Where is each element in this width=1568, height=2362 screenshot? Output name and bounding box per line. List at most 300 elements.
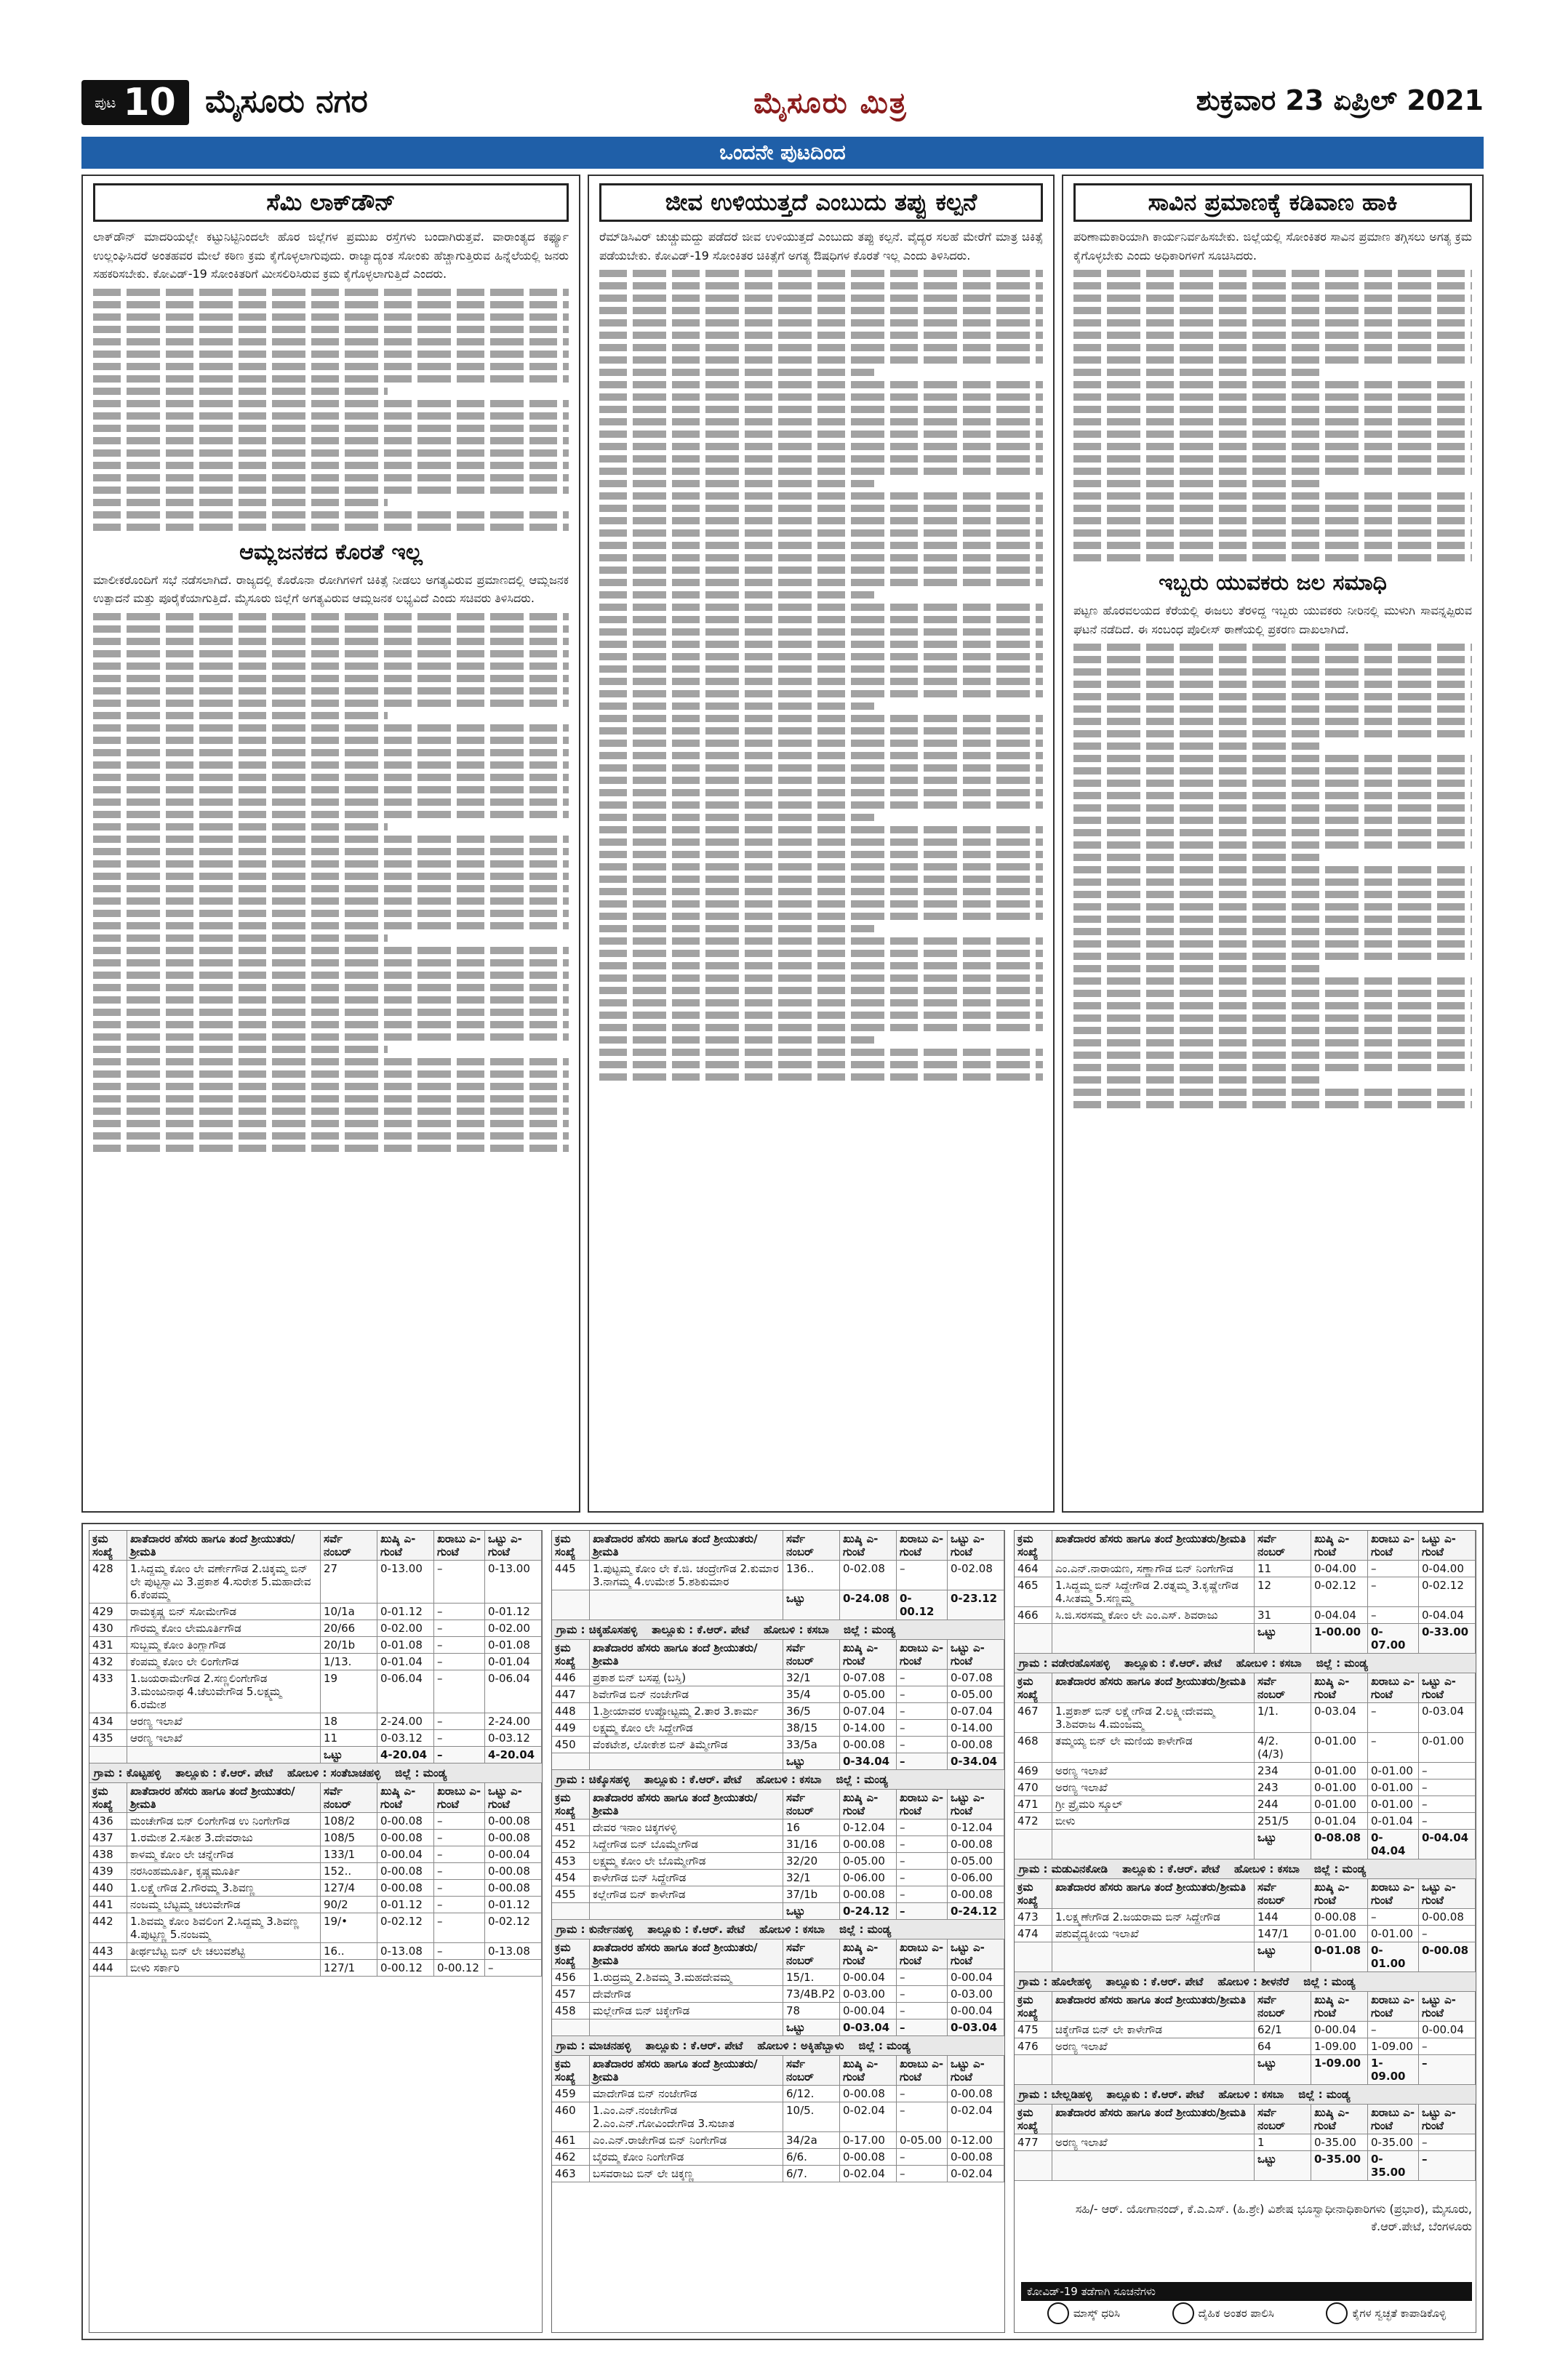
text-line-placeholder [599, 925, 874, 932]
table-cell: 0-24.08 [840, 1590, 897, 1620]
table-cell: 0-01.00 [1311, 1796, 1368, 1812]
village-field: ಗ್ರಾಮ : ಹೊಲೇಹಳ್ಳಿ [1019, 1975, 1092, 1988]
table-cell: ಖುಷ್ಕಿ ಎ-ಗುಂಟೆ [1311, 1879, 1368, 1908]
village-field: ತಾಲ್ಲೂಕು : ಕೆ.ಆರ್. ಪೇಟೆ [1124, 1657, 1222, 1670]
table-cell: 0-02.12 [485, 1913, 542, 1942]
table-row [1015, 1733, 1476, 1763]
village-field: ಗ್ರಾಮ : ಬೇಲ್ಲಡಿಹಳ್ಳಿ [1019, 2088, 1092, 2101]
table-cell: 35/4 [783, 1686, 840, 1702]
text-line-placeholder [599, 727, 1043, 734]
table-header-row [1015, 1673, 1476, 1703]
table-cell: – [1419, 1926, 1476, 1942]
table-row [1015, 1926, 1476, 1942]
text-line-placeholder [1073, 369, 1321, 376]
text-line-placeholder [599, 715, 1043, 722]
table-cell: – [434, 1880, 485, 1896]
text-line-placeholder [599, 678, 1043, 685]
text-line-placeholder [599, 492, 1043, 500]
table-row [89, 1813, 542, 1830]
village-field: ತಾಲ್ಲೂಕು : ಕೆ.ಆರ್. ಪೇಟೆ [1122, 1862, 1220, 1875]
text-line-placeholder [93, 687, 569, 694]
text-line-placeholder [93, 675, 569, 682]
table-cell: ಸರ್ವೆ ನಂಬರ್ [783, 2056, 840, 2085]
text-line-placeholder [599, 567, 1043, 574]
table-cell: 27 [321, 1561, 377, 1603]
table-cell: 0-01.04 [377, 1654, 434, 1670]
table-cell [590, 2019, 783, 2035]
table-cell: 0-00.08 [485, 1863, 542, 1879]
table-total-row [1015, 2055, 1476, 2085]
table-cell: ಅರಣ್ಯ ಇಲಾಖೆ [1052, 1763, 1255, 1779]
text-line-placeholder [599, 801, 1043, 809]
table-cell: 0-13.08 [377, 1943, 434, 1959]
table-cell: 10/1a [321, 1604, 377, 1620]
table-cell: – [1368, 1733, 1419, 1762]
article-death-rate [1062, 175, 1484, 1513]
table-cell: 78 [783, 2003, 840, 2019]
table-header-row [552, 1790, 1004, 1819]
table-cell: 0-04.04 [1311, 1607, 1368, 1623]
table-cell: 0-02.04 [948, 2102, 1004, 2131]
table-row [89, 1960, 542, 1977]
table-cell: 16 [783, 1819, 840, 1835]
text-line-placeholder [599, 295, 1043, 302]
text-line-placeholder [599, 863, 1043, 870]
text-line-placeholder [93, 798, 569, 806]
table-cell: 0-00.12 [434, 1960, 485, 1976]
table-cell: 0-05.00 [948, 1853, 1004, 1869]
table-cell: 16.. [321, 1943, 377, 1959]
text-line-placeholder [93, 922, 569, 929]
text-line-placeholder [93, 474, 569, 481]
newspaper-name: ಮೈಸೂರು ಮಿತ್ರ [753, 85, 908, 120]
table-cell: ಖರಾಬು ಎ-ಗುಂಟೆ [897, 1790, 948, 1819]
table-total-row [552, 2019, 1004, 2036]
village-field: ಗ್ರಾಮ : ಚಿಕ್ಕಹೊಸಹಳ್ಳಿ [556, 1623, 638, 1636]
table-row [89, 1561, 542, 1604]
table-cell: 0-00.04 [840, 1969, 897, 1985]
table-cell: 0-03.04 [840, 2019, 897, 2035]
table-cell: – [434, 1913, 485, 1942]
table-row [552, 1670, 1004, 1686]
table-cell: 442 [89, 1913, 127, 1942]
table-cell: 0-04.00 [1311, 1561, 1368, 1577]
table-cell: – [434, 1830, 485, 1846]
table-header-row [1015, 1879, 1476, 1909]
newspaper-logo [721, 80, 940, 125]
notice-signoff: ಸಹಿ/- ಆರ್. ಯೋಗಾನಂದ್, ಕೆ.ಎ.ಎಸ್. (ಹಿ.ಶ್ರೇ) ವಿಶೇಷ ಭೂಸ್ವಾಧೀನಾಧಿಕಾರಿಗಳು (ಪ್ರಭಾರ), ಮೈಸೂರು, ಕೆ.ಆರ್.ಪೇಟೆ, ಬೆಂಗಳೂರು [1075, 2202, 1472, 2233]
text-line-placeholder [599, 900, 1043, 908]
table-cell: ಖಾತೆದಾರರ ಹೆಸರು ಹಾಗೂ ತಂದೆ ಶ್ರೀಯುತರು/ಶ್ರೀಮತಿ [127, 1531, 321, 1560]
table-total-row [1015, 1624, 1476, 1654]
text-line-placeholder [599, 455, 1043, 463]
table-cell: ಒಟ್ಟು [1255, 2151, 1311, 2180]
table-cell: – [434, 1620, 485, 1636]
text-line-placeholder [599, 752, 1043, 759]
table-cell: 430 [89, 1620, 127, 1636]
table-cell: ಖುಷ್ಕಿ ಎ-ಗುಂಟೆ [1311, 1531, 1368, 1560]
text-line-placeholder [1073, 891, 1472, 898]
text-line-placeholder [93, 712, 388, 719]
text-line-placeholder [93, 511, 569, 519]
table-row [552, 2086, 1004, 2102]
table-cell: 0-02.08 [948, 1561, 1004, 1590]
table-cell: – [434, 1713, 485, 1729]
table-cell: ಖರಾಬು ಎ-ಗುಂಟೆ [897, 2056, 948, 2085]
text-line-placeholder [93, 462, 569, 469]
table-cell: – [897, 1753, 948, 1769]
table-cell: ಖರಾಬು ಎ-ಗುಂಟೆ [1368, 1531, 1419, 1560]
table-cell [552, 1903, 590, 1919]
table-cell: 0-02.12 [1311, 1577, 1368, 1606]
table-cell: 1-09.00 [1368, 2055, 1419, 2084]
table-cell: – [897, 2003, 948, 2019]
text-line-placeholder [599, 344, 1043, 351]
text-line-placeholder [93, 326, 569, 333]
table-cell: 472 [1015, 1813, 1052, 1829]
table-cell: 465 [1015, 1577, 1052, 1606]
text-line-placeholder [93, 700, 569, 707]
table-cell: 0-35.00 [1311, 2151, 1368, 2180]
table-cell: – [434, 1943, 485, 1959]
table-cell: 470 [1015, 1779, 1052, 1795]
table-cell: 1.ರಮೇಶ 2.ಸತೀಶ 3.ದೇವರಾಜು [127, 1830, 321, 1846]
text-line-placeholder [1073, 1089, 1472, 1096]
text-line-placeholder [1073, 742, 1321, 750]
table-cell: 37/1b [783, 1886, 840, 1902]
table-cell: 4/2. (4/3) [1255, 1733, 1311, 1762]
table-header-row [552, 1531, 1004, 1561]
text-line-placeholder [93, 910, 569, 917]
table-cell: ಕ್ರಮ ಸಂಖ್ಯೆ [1015, 1673, 1052, 1702]
table-cell: 0-24.12 [840, 1903, 897, 1919]
table-cell: 446 [552, 1670, 590, 1686]
text-line-placeholder [93, 1132, 569, 1140]
table-cell: 459 [552, 2086, 590, 2102]
text-line-placeholder [93, 400, 569, 407]
table-row [89, 1654, 542, 1670]
table-cell: 0-03.04 [1311, 1703, 1368, 1732]
text-line-placeholder [1073, 780, 1472, 787]
table-cell: ಖುಷ್ಕಿ ಎ-ಗುಂಟೆ [1311, 1992, 1368, 2021]
table-cell: – [897, 1670, 948, 1686]
notice-table-column-1 [89, 1530, 543, 2333]
table-cell: 136.. [783, 1561, 840, 1590]
table-cell: ದೇವರ ಇನಾಂ ಚಿಕ್ಕಗಳಳ್ಳಿ [590, 1819, 783, 1835]
text-line-placeholder [93, 737, 569, 744]
table-cell: ಮಲ್ಲೇಗೌಡ ಬಿನ್ ಚಿಕ್ಕೇಗೌಡ [590, 2003, 783, 2019]
table-cell: 0-00.08 [840, 2149, 897, 2165]
page-number-box [81, 80, 189, 125]
table-cell: ಸರ್ವೆ ನಂಬರ್ [321, 1531, 377, 1560]
table-cell: 6/7. [783, 2166, 840, 2182]
text-line-placeholder [1073, 480, 1321, 487]
table-cell [590, 1903, 783, 1919]
text-line-placeholder [93, 897, 569, 905]
table-cell: – [1419, 2038, 1476, 2054]
table-cell: 450 [552, 1737, 590, 1753]
table-cell: ಖರಾಬು ಎ-ಗುಂಟೆ [897, 1640, 948, 1669]
table-row [89, 1863, 542, 1880]
table-cell: – [897, 2019, 948, 2035]
table-cell: ತಮ್ಮಯ್ಯ ಬಿನ್ ಲೇ ಮಣಿಯ ಕಾಳೇಗೌಡ [1052, 1733, 1255, 1762]
text-line-placeholder [93, 437, 569, 444]
article-headline: ಸಾವಿನ ಪ್ರಮಾಣಕ್ಕೆ ಕಡಿವಾಣ ಹಾಕಿ [1073, 183, 1472, 222]
article-headline: ಜೀವ ಉಳಿಯುತ್ತದೆ ಎಂಬುದು ತಪ್ಪು ಕಲ್ಪನೆ [599, 183, 1043, 222]
table-cell: 461 [552, 2132, 590, 2148]
table-cell: 0-00.12 [377, 1960, 434, 1976]
table-cell: 0-03.00 [948, 1986, 1004, 2002]
text-line-placeholder [599, 431, 1043, 438]
table-cell: 127/1 [321, 1960, 377, 1976]
table-row [1015, 1909, 1476, 1926]
table-cell: ಪ್ರಕಾಶ ಬಿನ್ ಬಸಪ್ಪ (ಬಸ್ತಿ) [590, 1670, 783, 1686]
table-cell [1052, 2055, 1255, 2084]
table-cell: 0-00.08 [485, 1830, 542, 1846]
text-line-placeholder [599, 579, 1043, 586]
table-cell: ಮಂಚೇಗೌಡ ಬಿನ್ ಲಿಂಗೇಗೌಡ ಉ ನಿಂಗೇಗೌಡ [127, 1813, 321, 1829]
table-cell: ಒಟ್ಟು [783, 1903, 840, 1919]
table-cell: 0-05.00 [948, 1686, 1004, 1702]
text-line-placeholder [599, 987, 1043, 994]
table-cell: 62/1 [1255, 2022, 1311, 2038]
table-cell: – [434, 1730, 485, 1746]
table-row [89, 1604, 542, 1620]
covid-icon-label: ಕೈಗಳ ಸ್ವಚ್ಛತೆ ಕಾಪಾಡಿಕೊಳ್ಳಿ [1352, 2307, 1447, 2320]
table-cell: ಬೀಳು [1052, 1813, 1255, 1829]
masthead [81, 80, 1484, 131]
table-cell: 0-13.08 [485, 1943, 542, 1959]
table-cell: 0-02.04 [840, 2166, 897, 2182]
table-row [1015, 1763, 1476, 1779]
text-line-placeholder [93, 650, 569, 657]
table-cell: 0-13.00 [485, 1561, 542, 1603]
table-cell: 0-07.00 [1368, 1624, 1419, 1653]
text-line-placeholder [1073, 1101, 1472, 1108]
table-cell: ಖುಷ್ಕಿ ಎ-ಗುಂಟೆ [377, 1531, 434, 1560]
table-cell: 477 [1015, 2134, 1052, 2150]
table-cell: 454 [552, 1870, 590, 1886]
continued-banner: ಒಂದನೇ ಪುಟದಿಂದ [81, 137, 1484, 169]
covid-advisory: ಕೋವಿಡ್-19 ತಡೆಗಾಗಿ ಸೂಚನೆಗಳು [1021, 2282, 1472, 2301]
table-cell: 445 [552, 1561, 590, 1590]
table-cell: ಪಶುವೈದ್ಯಕೀಯ ಇಲಾಖೆ [1052, 1926, 1255, 1942]
table-cell: 1.ರುದ್ರಮ್ಮ 2.ಶಿವಮ್ಮ 3.ಮಹದೇವಮ್ಮ [590, 1969, 783, 1985]
table-row [552, 1986, 1004, 2003]
text-line-placeholder [1073, 940, 1472, 948]
table-row [89, 1943, 542, 1960]
table-cell: ಖರಾಬು ಎ-ಗುಂಟೆ [434, 1783, 485, 1812]
village-field: ಜಿಲ್ಲೆ : ಮಂಡ್ಯ [1313, 1862, 1367, 1875]
table-cell: ಸಿ.ಜಿ.ಸರಸಮ್ಮ ಕೋಂ ಲೇ ಎಂ.ಎಸ್. ಶಿವರಾಜು [1052, 1607, 1255, 1623]
table-row [1015, 1607, 1476, 1624]
text-line-placeholder [599, 418, 1043, 425]
text-line-placeholder [599, 381, 1043, 388]
text-line-placeholder [1073, 644, 1472, 651]
table-cell: 0-00.08 [840, 2086, 897, 2102]
table-cell: 0-03.12 [377, 1730, 434, 1746]
table-cell: 2-24.00 [485, 1713, 542, 1729]
text-line-placeholder [599, 480, 874, 487]
text-line-placeholder [1073, 829, 1472, 836]
table-cell: 0-06.00 [840, 1870, 897, 1886]
text-line-placeholder [93, 301, 569, 308]
text-line-placeholder [93, 972, 569, 979]
table-row [89, 1670, 542, 1713]
table-cell: 452 [552, 1836, 590, 1852]
table-cell: – [897, 1986, 948, 2002]
text-line-placeholder [93, 1120, 569, 1127]
table-cell [590, 1590, 783, 1620]
text-line-placeholder [599, 641, 1043, 648]
table-header-row [552, 1640, 1004, 1670]
table-cell: 466 [1015, 1607, 1052, 1623]
table-cell: 4-20.04 [485, 1747, 542, 1763]
table-cell [1015, 2151, 1052, 2180]
table-cell: 0-23.12 [948, 1590, 1004, 1620]
text-line-placeholder [1073, 492, 1472, 500]
text-line-placeholder [599, 1024, 1043, 1031]
table-row [89, 1713, 542, 1730]
text-line-placeholder [1073, 854, 1321, 861]
text-line-placeholder [93, 1033, 569, 1041]
table-cell: ಸರ್ವೆ ನಂಬರ್ [783, 1790, 840, 1819]
table-cell: ಕ್ರಮ ಸಂಖ್ಯೆ [1015, 1531, 1052, 1560]
article-semi-lockdown [81, 175, 580, 1513]
table-cell: – [1419, 1813, 1476, 1829]
table-cell: 0-02.08 [840, 1561, 897, 1590]
table-cell: ಒಟ್ಟು ಎ-ಗುಂಟೆ [948, 2056, 1004, 2085]
table-cell: ಕಾಳಮ್ಮ ಕೋಂ ಲೇ ಚನ್ನೇಗೌಡ [127, 1846, 321, 1862]
table-row [552, 2166, 1004, 2182]
text-line-placeholder [93, 425, 569, 432]
text-line-placeholder [1073, 381, 1472, 388]
text-line-placeholder [1073, 841, 1472, 849]
table-cell: – [1419, 2134, 1476, 2150]
table-cell: – [897, 1561, 948, 1590]
text-line-placeholder [599, 356, 1043, 364]
text-line-placeholder [93, 351, 569, 358]
table-cell: – [897, 1836, 948, 1852]
table-cell: 0-35.00 [1368, 2134, 1419, 2150]
table-cell: ಖಾತೆದಾರರ ಹೆಸರು ಹಾಗೂ ತಂದೆ ಶ್ರೀಯುತರು/ಶ್ರೀಮತಿ [1052, 2105, 1255, 2134]
table-header-row [89, 1783, 542, 1813]
village-field: ಜಿಲ್ಲೆ : ಮಂಡ್ಯ [1303, 1975, 1356, 1988]
table-cell: ಸರ್ವೆ ನಂಬರ್ [783, 1939, 840, 1969]
table-row [552, 1561, 1004, 1590]
text-line-placeholder [1073, 755, 1472, 762]
text-line-placeholder [1073, 332, 1472, 339]
table-cell: 444 [89, 1960, 127, 1976]
table-cell: ಸರ್ವೆ ನಂಬರ್ [1255, 1673, 1311, 1702]
text-line-placeholder [1073, 656, 1472, 663]
table-cell: – [1368, 1703, 1419, 1732]
table-cell: ರಾಮಕೃಷ್ಣ ಬಿನ್ ಸೋಮೇಗೌಡ [127, 1604, 321, 1620]
table-cell: 0-01.00 [1311, 1926, 1368, 1942]
table-cell: – [485, 1960, 542, 1976]
text-line-placeholder [599, 653, 1043, 660]
table-cell: – [897, 1819, 948, 1835]
table-cell: ಖಾತೆದಾರರ ಹೆಸರು ಹಾಗೂ ತಂದೆ ಶ್ರೀಯುತರು/ಶ್ರೀಮತಿ [1052, 1992, 1255, 2021]
text-line-placeholder [1073, 817, 1472, 824]
text-line-placeholder [599, 1049, 1043, 1056]
table-cell: – [1368, 1561, 1419, 1577]
table-cell: ಒಟ್ಟು ಎ-ಗುಂಟೆ [485, 1783, 542, 1812]
covid-icon-label: ಮಾಸ್ಕ್ ಧರಿಸಿ [1073, 2307, 1120, 2320]
text-line-placeholder [599, 838, 1043, 846]
handwash-icon-item [1326, 2302, 1446, 2324]
table-cell: 10/5. [783, 2102, 840, 2131]
text-line-placeholder [599, 826, 1043, 833]
table-cell: 127/4 [321, 1880, 377, 1896]
text-line-placeholder [93, 487, 569, 494]
village-field: ತಾಲ್ಲೂಕು : ಕೆ.ಆರ್. ಪೇಟೆ [1105, 1975, 1204, 1988]
table-cell: 0-07.08 [948, 1670, 1004, 1686]
table-cell: 243 [1255, 1779, 1311, 1795]
table-cell: 0-00.08 [377, 1830, 434, 1846]
table-header-row [552, 1939, 1004, 1969]
text-line-placeholder [1073, 319, 1472, 327]
table-cell: – [897, 1886, 948, 1902]
table-cell: ನರಸಿಂಹಮೂರ್ತಿ, ಕೃಷ್ಣಮೂರ್ತಿ [127, 1863, 321, 1879]
village-field: ಹೋಬಳಿ : ಅಕ್ಕಿಹೆಬ್ಬಾಳು [757, 2039, 844, 2052]
distance-icon [1172, 2302, 1194, 2324]
table-cell: 133/1 [321, 1846, 377, 1862]
text-line-placeholder [93, 1009, 569, 1016]
table-cell: ಕ್ರಮ ಸಂಖ್ಯೆ [89, 1531, 127, 1560]
text-line-placeholder [599, 616, 1043, 623]
village-field: ಗ್ರಾಮ : ಮಾಚನಹಳ್ಳಿ [556, 2039, 631, 2052]
table-cell: ಖುಷ್ಕಿ ಎ-ಗುಂಟೆ [840, 2056, 897, 2085]
table-cell: 147/1 [1255, 1926, 1311, 1942]
table-cell: 0-00.08 [948, 1836, 1004, 1852]
table-cell: 432 [89, 1654, 127, 1670]
mask-icon-item [1047, 2302, 1120, 2324]
table-cell [89, 1747, 127, 1763]
text-line-placeholder [1073, 866, 1472, 873]
table-cell: 0-05.00 [897, 2132, 948, 2148]
table-cell: – [1419, 1763, 1476, 1779]
text-line-placeholder [599, 604, 1043, 611]
text-line-placeholder [599, 307, 1043, 314]
table-cell: ಕ್ರಮ ಸಂಖ್ಯೆ [1015, 1992, 1052, 2021]
table-cell: ಕ್ರಮ ಸಂಖ್ಯೆ [552, 1939, 590, 1969]
distance-icon-item [1172, 2302, 1274, 2324]
table-cell: 18 [321, 1713, 377, 1729]
text-line-placeholder [599, 690, 1043, 697]
table-cell: ಒಟ್ಟು [1255, 1942, 1311, 1971]
text-line-placeholder [599, 876, 1043, 883]
table-cell [1052, 1830, 1255, 1859]
table-row [552, 2149, 1004, 2166]
table-cell: ಕಾಳೇಗೌಡ ಬಿನ್ ಸಿದ್ದೇಗೌಡ [590, 1870, 783, 1886]
text-line-placeholder [93, 1058, 569, 1065]
table-cell: ಒಟ್ಟು ಎ-ಗುಂಟೆ [1419, 2105, 1476, 2134]
text-line-placeholder [599, 517, 1043, 524]
table-row [1015, 1813, 1476, 1830]
village-field: ತಾಲ್ಲೂಕು : ಕೆ.ಆರ್. ಪೇಟೆ [645, 2039, 743, 2052]
text-line-placeholder [93, 289, 569, 296]
text-line-placeholder [1073, 990, 1472, 997]
text-line-placeholder [93, 1108, 569, 1115]
table-cell: 0-02.00 [485, 1620, 542, 1636]
table-row [552, 1720, 1004, 1737]
covid-icon-label: ದೈಹಿಕ ಅಂತರ ಪಾಲಿಸಿ [1198, 2307, 1274, 2320]
table-cell: 435 [89, 1730, 127, 1746]
table-cell: 0-07.04 [948, 1703, 1004, 1719]
table-cell: ತೀರ್ಥಬೆಟ್ಟ ಬಿನ್ ಲೇ ಚಲುವಶೆಟ್ಟಿ [127, 1943, 321, 1959]
text-line-placeholder [599, 702, 874, 710]
